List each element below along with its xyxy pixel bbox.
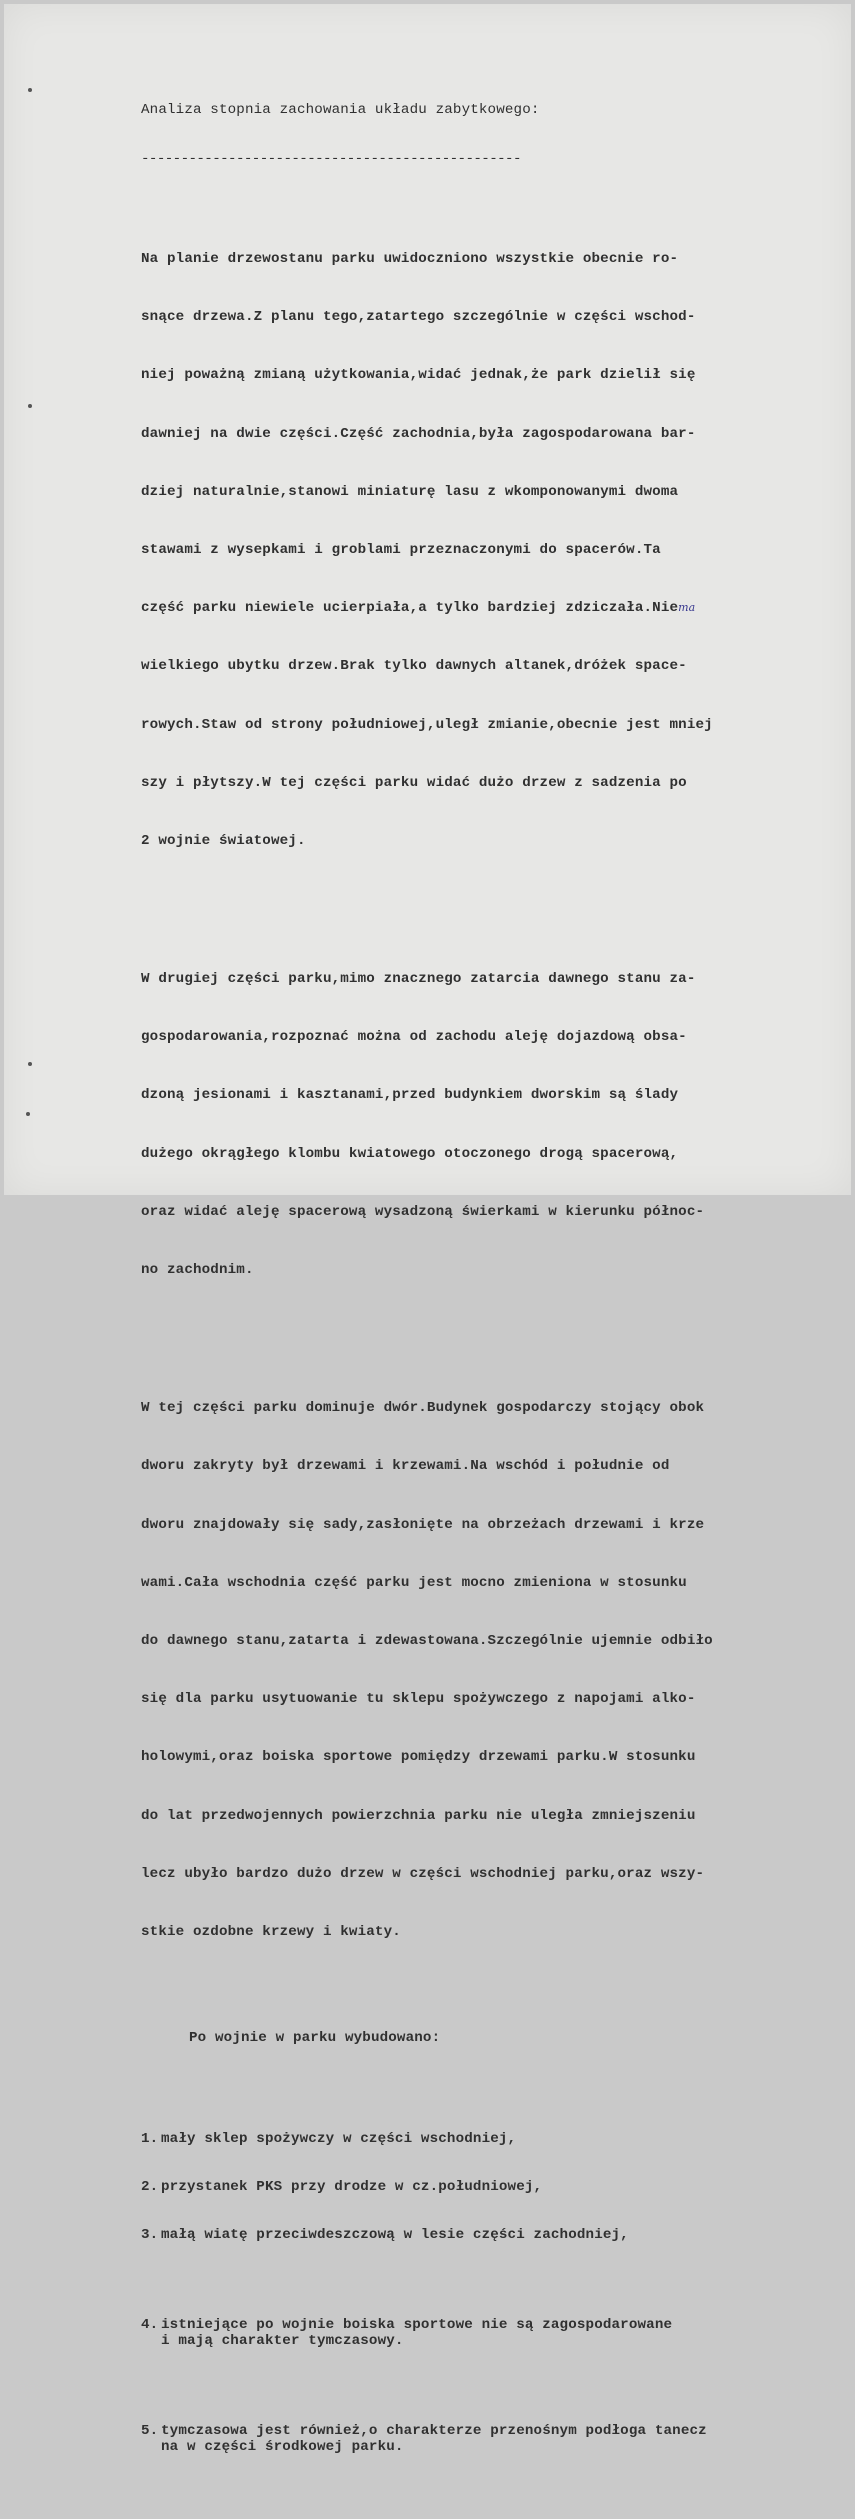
list-item bbox=[141, 2131, 841, 2147]
text-line: lecz ubyło bardzo dużo drzew w części wschodniej parku,oraz wszy- bbox=[141, 1865, 705, 1882]
list-item bbox=[141, 2317, 841, 2349]
text-line: oraz widać aleję spacerową wysadzoną świerkami w kierunku północ- bbox=[141, 1203, 705, 1220]
text-line: snące drzewa.Z planu tego,zatartego szczególnie w części wschod- bbox=[141, 309, 696, 326]
list-number: 4. bbox=[141, 2317, 159, 2334]
list-text-line: tymczasowa jest również,o charakterze przenośnym podłoga tanecz bbox=[161, 2423, 707, 2440]
text-line: gospodarowania,rozpoznać można od zachodu aleję dojazdową obsa- bbox=[141, 1029, 687, 1046]
margin-speck bbox=[28, 1062, 32, 1066]
text-line: dworu znajdowały się sady,zasłonięte na obrzeżach drzewami i krze bbox=[141, 1516, 705, 1533]
handwritten-note: ma bbox=[678, 601, 696, 615]
text-line: dziej naturalnie,stanowi miniaturę lasu z wkomponowanymi dwoma bbox=[141, 483, 679, 500]
list-text: małą wiatę przeciwdeszczową w lesie części zachodniej, bbox=[161, 2227, 629, 2244]
text-line: do lat przedwojennych powierzchnia parku nie uległa zmniejszeniu bbox=[141, 1807, 696, 1824]
text-line: się dla parku usytuowanie tu sklepu spożywczego z napojami alko- bbox=[141, 1691, 696, 1708]
list-text-line: na w części środkowej parku. bbox=[161, 2439, 404, 2456]
text-line: wielkiego ubytku drzew.Brak tylko dawnych altanek,dróżek space- bbox=[141, 658, 687, 675]
text-line: W drugiej części parku,mimo znacznego zatarcia dawnego stanu za- bbox=[141, 971, 696, 988]
text-line: stkie ozdobne krzewy i kwiaty. bbox=[141, 1923, 401, 1940]
text-line: 2 wojnie światowej. bbox=[141, 832, 306, 849]
list-text bbox=[161, 2317, 672, 2349]
list-text: przystanek PKS przy drodze w cz.południowej, bbox=[161, 2179, 543, 2196]
list-text-line: istniejące po wojnie boiska sportowe nie są zagospodarowane bbox=[161, 2317, 673, 2334]
text-line: dzoną jesionami i kasztanami,przed budynkiem dworskim są ślady bbox=[141, 1087, 679, 1104]
text-line: W tej części parku dominuje dwór.Budynek gospodarczy stojący obok bbox=[141, 1400, 705, 1417]
list-item bbox=[141, 2423, 841, 2455]
text-line: Na planie drzewostanu parku uwidoczniono wszystkie obecnie ro- bbox=[141, 251, 679, 267]
text-line: szy i płytszy.W tej części parku widać dużo drzew z sadzenia po bbox=[141, 774, 687, 791]
list-item bbox=[141, 2227, 841, 2243]
document-page bbox=[4, 4, 851, 2456]
list-intro: Po wojnie w parku wybudowano: bbox=[189, 2030, 441, 2047]
margin-speck bbox=[28, 404, 32, 408]
list-number: 2. bbox=[141, 2179, 159, 2196]
paragraph-3 bbox=[141, 1363, 841, 1977]
text-line: niej poważną zmianą użytkowania,widać jednak,że park dzielił się bbox=[141, 367, 696, 384]
list-text-line: i mają charakter tymczasowy. bbox=[161, 2333, 404, 2350]
list-text: mały sklep spożywczy w części wschodniej, bbox=[161, 2131, 517, 2148]
list-number: 5. bbox=[141, 2423, 159, 2440]
text-line: dworu zakryty był drzewami i krzewami.Na wschód i południe od bbox=[141, 1458, 670, 1475]
margin-speck bbox=[26, 1112, 30, 1116]
paragraph-2 bbox=[141, 934, 841, 1315]
text-line: rowych.Staw od strony południowej,uległ zmianie,obecnie jest mniej bbox=[141, 716, 713, 733]
text-line: no zachodnim. bbox=[141, 1262, 254, 1278]
text-line: dawniej na dwie części.Część zachodnia,była zagospodarowana bar- bbox=[141, 425, 696, 442]
text-line: holowymi,oraz boiska sportowe pomiędzy drzewami parku.W stosunku bbox=[141, 1749, 696, 1766]
list-text bbox=[161, 2423, 707, 2455]
typed-text bbox=[141, 66, 841, 2519]
text-line: część parku niewiele ucierpiała,a tylko bardziej zdziczała.Nie bbox=[141, 600, 679, 617]
paragraph-1 bbox=[141, 214, 841, 886]
text-line-with-note bbox=[141, 595, 841, 621]
title-underline: ------------------------------------------------ bbox=[141, 151, 521, 167]
margin-speck bbox=[28, 88, 32, 92]
text-line: do dawnego stanu,zatarta i zdewastowana.Szczególnie ujemnie odbiło bbox=[141, 1632, 713, 1649]
text-line: dużego okrągłego klombu kwiatowego otoczonego drogą spacerową, bbox=[141, 1145, 679, 1162]
list-item bbox=[141, 2179, 841, 2195]
text-line: stawami z wysepkami i groblami przeznaczonymi do spacerów.Ta bbox=[141, 541, 661, 558]
list-number: 3. bbox=[141, 2227, 159, 2244]
text-line: wami.Cała wschodnia część parku jest mocno zmieniona w stosunku bbox=[141, 1574, 687, 1591]
list-number: 1. bbox=[141, 2131, 159, 2148]
document-title: Analiza stopnia zachowania układu zabytkowego: bbox=[141, 102, 540, 118]
built-items-list bbox=[141, 2099, 841, 2487]
